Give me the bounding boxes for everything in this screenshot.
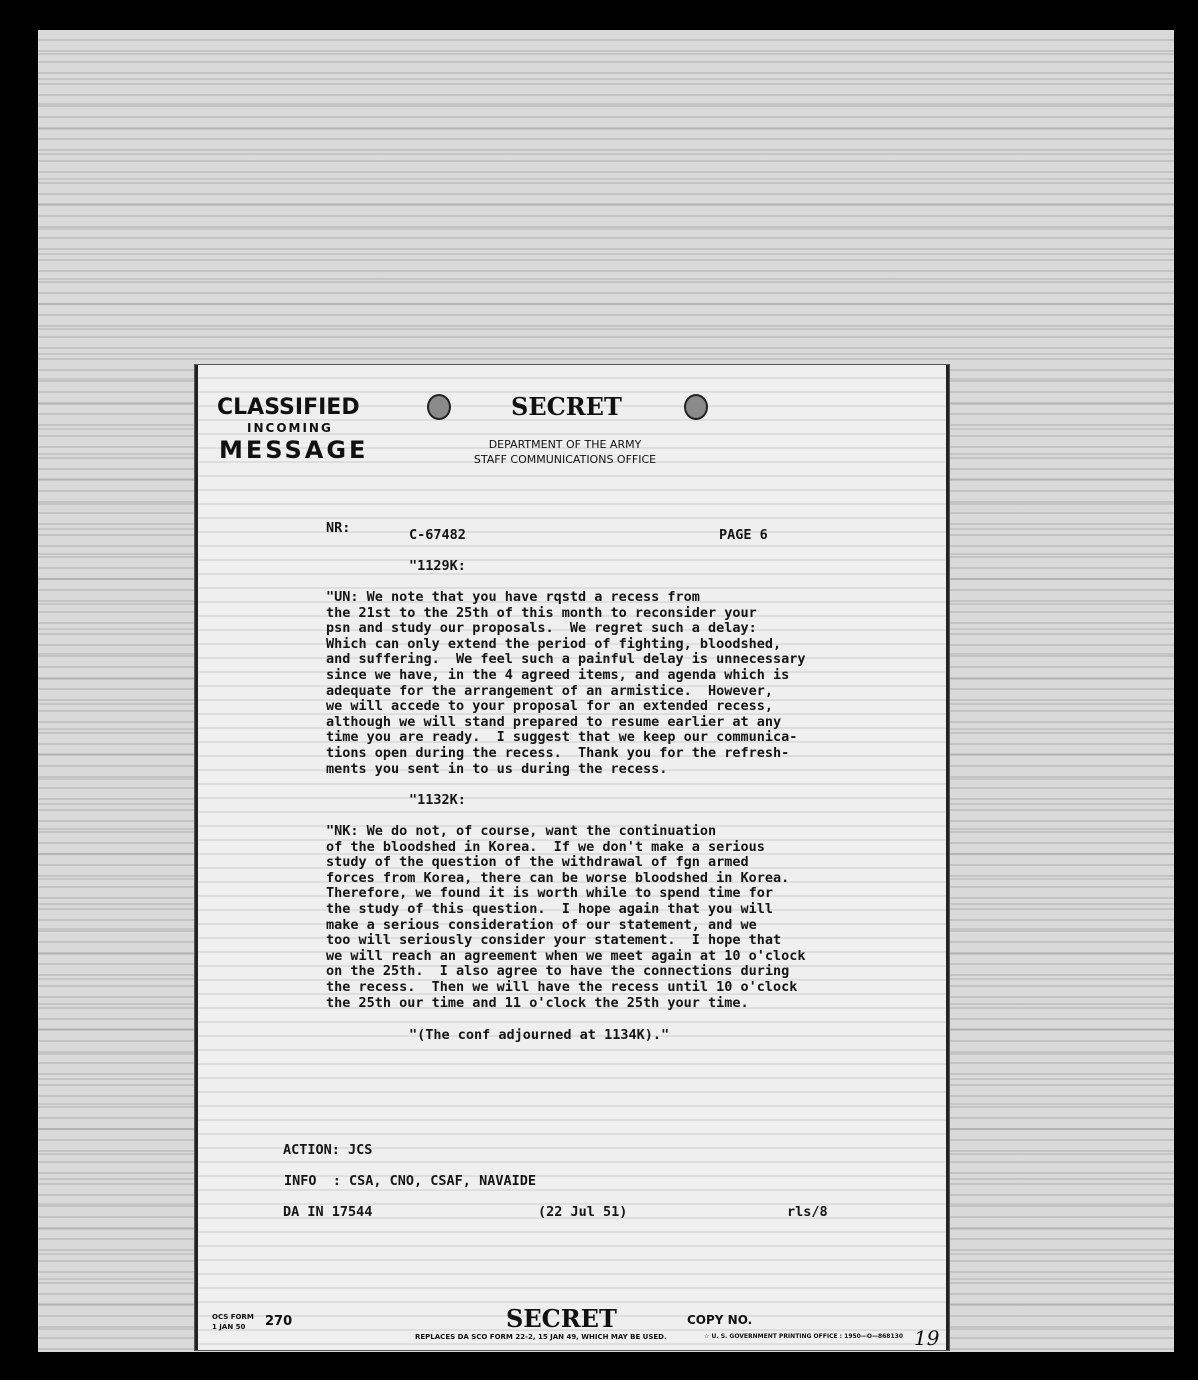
form-label: OCS FORM (212, 1313, 254, 1321)
time-marker-1132k: "1132K: (409, 792, 466, 808)
form-date: 1 JAN 50 (212, 1323, 246, 1331)
punch-hole-right (684, 394, 708, 420)
copy-number-label: COPY NO. (687, 1313, 753, 1327)
message-date: (22 Jul 51) (538, 1204, 628, 1220)
nr-label: NR: (326, 520, 351, 536)
printing-office-imprint: ☆ U. S. GOVERNMENT PRINTING OFFICE : 1950—O—868130 (704, 1333, 904, 1340)
time-marker-1129k: "1129K: (409, 558, 466, 574)
info-line: INFO : CSA, CNO, CSAF, NAVAIDE (284, 1173, 536, 1189)
action-line: ACTION: JCS (283, 1142, 373, 1158)
incoming-label: INCOMING (247, 421, 333, 435)
nr-value: C-67482 (409, 527, 466, 543)
nk-statement: "NK: We do not, of course, want the continuation of the bloodshed in Korea. If we don't make a serious study of the question of the withdrawal of fgn armed forces from Korea, there can be worse bloodshed in Korea. Therefore, we found it is worth while to spend time for the study of this question. I hope again that you will make a serious consideration of our statement, and we too will seriously consider your statement. I hope that we will reach an agreement when we meet again at 10 o'clock on the 25th. I also agree to have the connections during the recess. Then we will have the recess until 10 o'clock the 25th our time and 11 o'clock the 25th your time. (326, 823, 806, 1011)
operator-initials: rls/8 (787, 1204, 828, 1220)
closing-line: "(The conf adjourned at 1134K)." (409, 1027, 670, 1043)
department-line-1: DEPARTMENT OF THE ARMY (488, 438, 642, 451)
classification-header: SECRET (511, 392, 622, 421)
da-in-number: DA IN 17544 (283, 1204, 373, 1220)
page-number-label: PAGE 6 (719, 527, 768, 543)
punch-hole-left (427, 394, 451, 420)
replaces-notice: REPLACES DA SCO FORM 22-2, 15 JAN 49, WHICH MAY BE USED. (415, 1333, 667, 1341)
form-number: 270 (265, 1314, 293, 1329)
message-label: MESSAGE (219, 436, 369, 464)
handwritten-page-number: 19 (914, 1326, 940, 1350)
classification-footer: SECRET (506, 1304, 617, 1333)
department-heading (470, 437, 660, 467)
classified-label: CLASSIFIED (217, 395, 360, 420)
department-line-2: STAFF COMMUNICATIONS OFFICE (473, 453, 657, 466)
un-statement: "UN: We note that you have rqstd a recess from the 21st to the 25th of this month to reconsider your psn and study our proposals. We regret such a delay: Which can only extend the period of fighting, bloodshed, and suffering. We feel such a painful delay is unnecessary since we have, in the 4 agreed items, and agenda which is adequate for the arrangement of an armistice. However, we will accede to your proposal for an extended recess, although we will stand prepared to resume earlier at any time you are ready. I suggest that we keep our communica- tions open during the recess. Thank you for the refresh- ments you sent in to us during the recess. (326, 589, 806, 777)
